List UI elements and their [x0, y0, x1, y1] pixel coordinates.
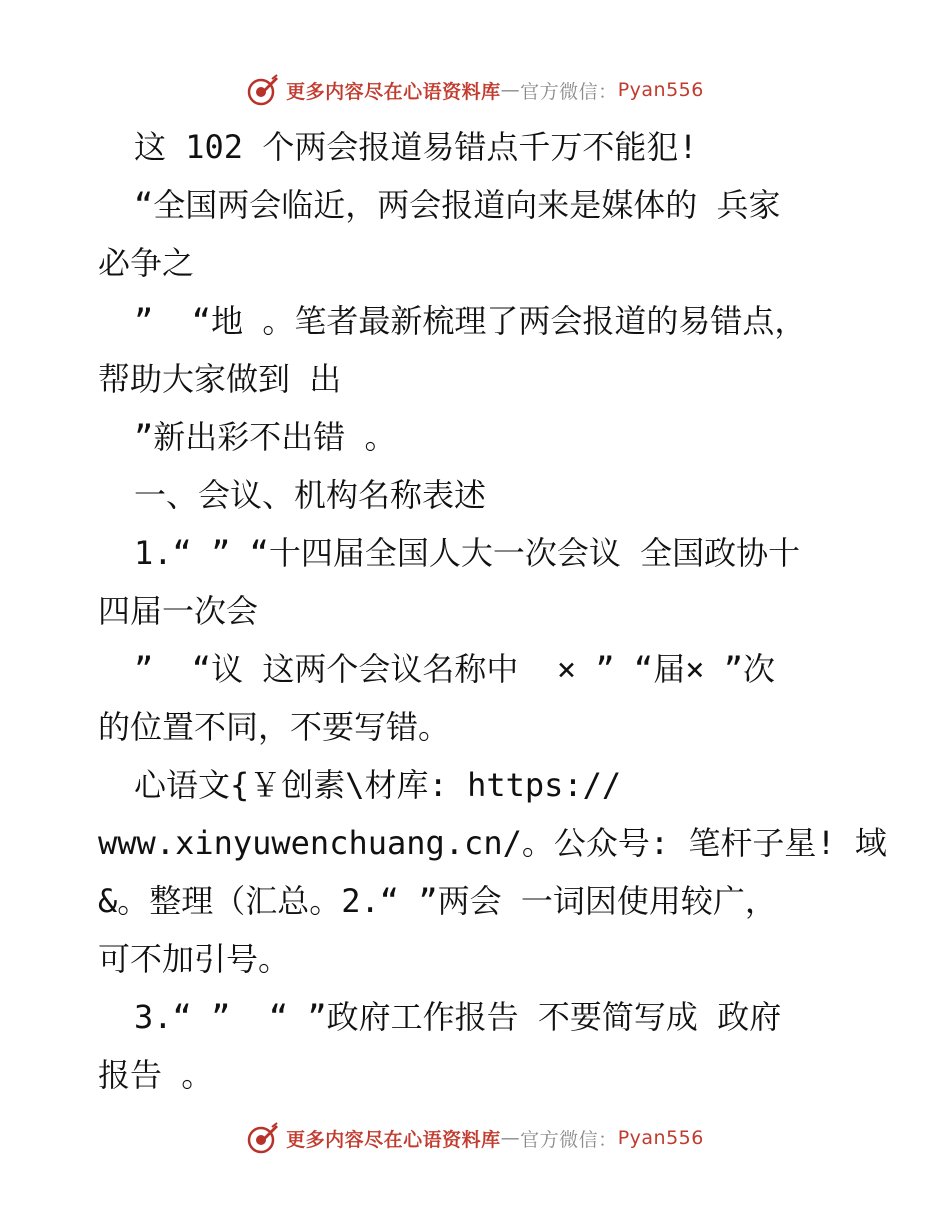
- banner-lead-text: 更多内容尽在心语资料库: [286, 1128, 501, 1151]
- paragraph-line: ”新出彩不出错 。: [134, 418, 397, 456]
- paragraph-line: 的位置不同，不要写错。: [98, 708, 451, 746]
- banner-wechat-label: 官方微信：: [520, 1128, 618, 1151]
- document-title: 这 102 个两会报道易错点千万不能犯!: [134, 128, 698, 166]
- banner-dash: —: [500, 1127, 521, 1149]
- banner-wechat-label: 官方微信：: [520, 80, 618, 103]
- document-body: [98, 118, 887, 1104]
- quill-logo-icon: [246, 73, 280, 107]
- banner-lead-text: 更多内容尽在心语资料库: [286, 80, 501, 103]
- paragraph-line: 报告 。: [98, 1056, 214, 1094]
- paragraph-line: 必争之: [98, 244, 195, 282]
- paragraph-line: “全国两会临近，两会报道向来是媒体的 兵家: [134, 186, 781, 224]
- paragraph-line: ” “地 。笔者最新梳理了两会报道的易错点，: [134, 302, 807, 340]
- paragraph-line: 四届一次会: [98, 592, 259, 630]
- paragraph-line: 1.“ ” “十四届全国人大一次会议 全国政协十: [134, 534, 801, 572]
- banner-dash: —: [500, 79, 521, 101]
- banner-wechat-id: Pyan556: [617, 1127, 704, 1149]
- paragraph-line: ” “议 这两个会议名称中 × ” “届× ”次: [134, 650, 775, 688]
- banner-wechat-id: Pyan556: [617, 79, 704, 101]
- footer-watermark-banner: [0, 1118, 950, 1158]
- section-heading: 一、会议、机构名称表述: [134, 476, 487, 514]
- header-watermark-banner: [0, 70, 950, 110]
- paragraph-line: www.xinyuwenchuang.cn/。公众号: 笔杆子星! 域: [98, 824, 887, 862]
- paragraph-line: &。整理（汇总。2.“ ”两会 一词因使用较广，: [98, 882, 777, 920]
- paragraph-line: 心语文{￥创素\材库: https://: [134, 766, 622, 804]
- paragraph-line: 3.“ ” “ ”政府工作报告 不要简写成 政府: [134, 998, 782, 1036]
- quill-logo-icon: [246, 1121, 280, 1155]
- paragraph-line: 可不加引号。: [98, 940, 291, 978]
- paragraph-line: 帮助大家做到 出: [98, 360, 342, 398]
